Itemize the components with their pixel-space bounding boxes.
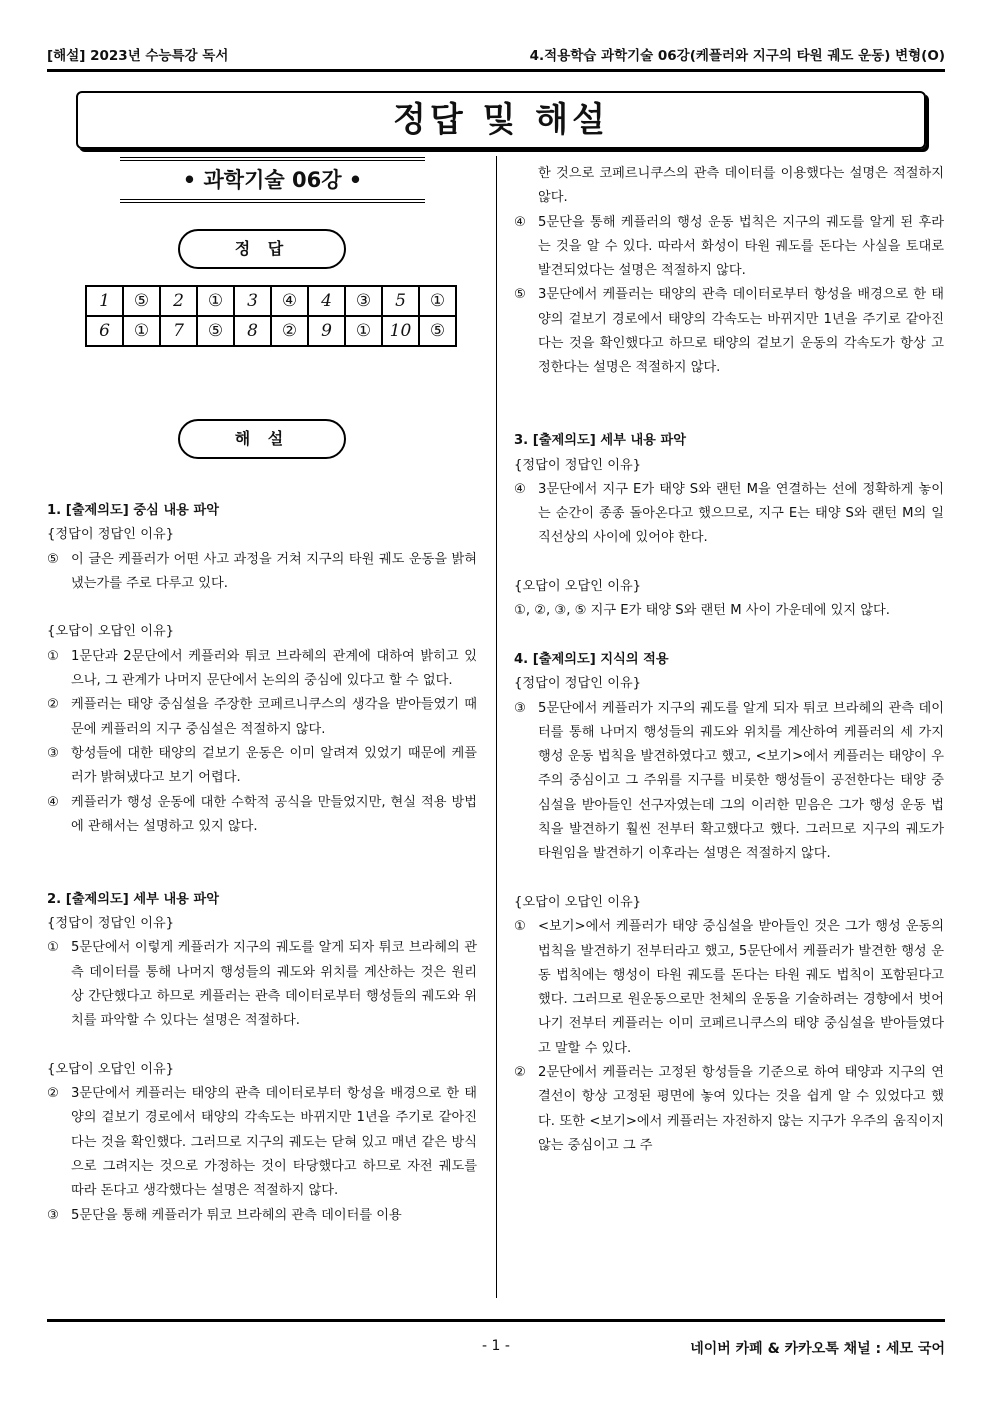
explanation-text: 3문단에서 케플러는 태양의 관측 데이터로부터 항성을 배경으로 한 태양의 겉보기 경로에서 태양의 각속도는 바뀌지만 1년을 주기로 같아진다는 것을 확인했다고 하므로 태양의 겉보기 운동의 각속도가 항상 고정한다는 설명은 적절하지 않다.: [538, 287, 944, 376]
explanation-text: 5문단에서 이렇게 케플러가 지구의 궤도를 알게 되자 튀코 브라헤의 관측 데이터를 통해 나머지 행성들의 궤도와 위치를 계산하는 것은 원리상 간단했다고 하므로 케플러는 관측 데이터로부터 행성들의 궤도와 위치를 파악할 수 있다는 설명은 적절하다.: [71, 940, 477, 1029]
choice-marker: ②: [47, 1086, 59, 1102]
choice-marker: ③: [47, 1207, 59, 1223]
answer-row: [86, 286, 456, 316]
explanation-text: ①, ②, ③, ⑤ 지구 E가 태양 S와 랜턴 M 사이 가운데에 있지 않다.: [514, 603, 890, 619]
choice-marker: ①: [47, 648, 59, 664]
explanation-item: [514, 915, 944, 1061]
choice-marker: ①: [514, 919, 526, 935]
spacer: [514, 867, 944, 891]
choice-marker: ②: [514, 1064, 526, 1080]
answer-choice: ⑤: [419, 316, 456, 346]
header-divider: [47, 69, 945, 72]
question-heading: 1. [출제의도] 중심 내용 파악: [47, 503, 219, 518]
spacer: [47, 596, 477, 620]
reason-label: {정답이 정답인 이유}: [514, 676, 642, 692]
explanation-text: 이 글은 케플러가 어떤 사고 과정을 거쳐 지구의 타원 궤도 운동을 밝혀냈는가를 주로 다루고 있다.: [71, 551, 477, 591]
continued-text: 한 것으로 코페르니쿠스의 관측 데이터를 이용했다는 설명은 적절하지 않다.: [538, 166, 944, 206]
spacer: [514, 405, 944, 429]
explanation-item: [47, 1082, 477, 1203]
question-number: 9: [308, 316, 345, 346]
question-heading: 3. [출제의도] 세부 내용 파악: [514, 433, 686, 449]
page-title: 정답 및 해설: [76, 91, 926, 149]
choice-marker: ④: [514, 214, 526, 230]
page-header: [47, 44, 945, 66]
footer-channel: 네이버 카페 & 카카오톡 채널 : 세모 국어: [690, 1341, 945, 1357]
spacer: [514, 624, 944, 648]
explanation-text: 3문단에서 지구 E가 태양 S와 랜턴 M을 연결하는 선에 정확하게 놓이는 순간이 종종 돌아온다고 했으므로, 지구 E는 태양 S와 랜턴 M의 일직선상의 사이에 있어야 한다.: [538, 481, 944, 546]
question-number: 6: [86, 316, 123, 346]
answer-choice: ⑤: [123, 286, 160, 316]
spacer: [47, 1034, 477, 1058]
choice-marker: ④: [514, 481, 526, 497]
explanation-text: 항성들에 대한 태양의 겉보기 운동은 이미 알려져 있었기 때문에 케플러가 밝혀냈다고 보기 어렵다.: [71, 745, 477, 786]
right-column: [514, 162, 944, 1158]
unit-title: • 과학기술 06강 •: [120, 160, 425, 200]
left-explanations: [47, 499, 477, 1228]
question-number: 10: [382, 316, 419, 346]
answer-table: [85, 285, 457, 347]
question-number: 1: [86, 286, 123, 316]
choice-marker: ④: [47, 794, 59, 810]
explanation-item: [47, 693, 477, 742]
reason-label: {정답이 정답인 이유}: [47, 527, 175, 543]
reason-label: {오답이 오답인 이유}: [514, 894, 642, 910]
explanation-label: 해 설: [178, 419, 346, 459]
spacer: [47, 839, 477, 863]
explanation-text: 케플러는 태양 중심설을 주장한 코페르니쿠스의 생각을 받아들였기 때문에 케플러의 지구 중심설은 적절하지 않다.: [71, 697, 477, 737]
explanation-item: [514, 283, 944, 380]
reason-label: {정답이 정답인 이유}: [47, 916, 175, 932]
right-explanations: [514, 162, 944, 1158]
header-right: 4.적용학습 과학기술 06강(케플러와 지구의 타원 궤도 운동) 변형(O): [529, 48, 945, 64]
question-heading: 4. [출제의도] 지식의 적용: [514, 651, 669, 667]
explanation-text: 5문단에서 케플러가 지구의 궤도를 알게 되자 튀코 브라헤의 관측 데이터를 통해 나머지 행성들의 궤도와 위치를 계산하여 케플러의 세 가지 행성 운동 법칙을 발견하였다고 했고, <보기>에서 케플러는 태양이 우주의 중심이고 그 주위를 지구를 비롯한 행성들이 공전한다는 태양 중심설을 받아들인 선구자였는데 그의 이러한 믿음은 그가 행성 운동 법칙을 발견하기 훨씬 전부터 확고했다고 했다. 그러므로 지구의 궤도가 타원임을 발견하기 이후라는 설명은 적절하지 않다.: [538, 700, 944, 862]
explanation-item: [47, 645, 477, 694]
reason-label: {오답이 오답인 이유}: [47, 624, 175, 640]
explanation-item: [514, 697, 944, 867]
choice-marker: ⑤: [47, 551, 59, 567]
spacer: [514, 381, 944, 405]
explanation-text: 5문단을 통해 케플러가 튀코 브라헤의 관측 데이터를 이용: [71, 1207, 402, 1223]
explanation-text: 2문단에서 케플러는 고정된 항성들을 기준으로 하여 태양과 지구의 연결선이 항상 고정된 평면에 놓여 있다는 것을 쉽게 알 수 있었다고 했다. 또한 <보기>에서 케플러는 자전하지 않는 지구가 우주의 움직이지 않는 중심이고 그 주: [538, 1064, 944, 1153]
answer-label: 정 답: [178, 229, 346, 269]
explanation-item: [47, 791, 477, 840]
question-number: 5: [382, 286, 419, 316]
explanation-text: 케플러가 행성 운동에 대한 수학적 공식을 만들었지만, 현실 적용 방법에 관해서는 설명하고 있지 않다.: [71, 794, 477, 834]
left-column: [47, 157, 477, 1228]
choice-marker: ⑤: [514, 287, 526, 303]
question-number: 3: [234, 286, 271, 316]
explanation-item: [47, 742, 477, 791]
explanation-text: 3문단에서 케플러는 태양의 관측 데이터로부터 항성을 배경으로 한 태양의 겉보기 경로에서 태양의 각속도는 바뀌지만 1년을 주기로 같아진다는 것을 확인했다. 그러므로 지구의 궤도는 닫혀 있고 매년 같은 방식으로 그려지는 것으로 가정하는 것이 타당했다고 하므로 자전 궤도를 따라 돈다고 생각했다는 설명은 적절하지 않다.: [71, 1086, 477, 1199]
answer-choice: ③: [345, 286, 382, 316]
answer-row: [86, 316, 456, 346]
footer-divider: [47, 1319, 945, 1322]
choice-marker: ③: [47, 745, 59, 761]
explanation-item: [47, 1204, 477, 1228]
explanation-text: 1문단과 2문단에서 케플러와 튀코 브라헤의 관계에 대하여 밝히고 있으나, 그 관계가 나머지 문단에서 논의의 중심에 있다고 할 수 없다.: [71, 648, 477, 689]
header-left: [해설] 2023년 수능특강 독서: [47, 48, 229, 64]
explanation-item: [514, 211, 944, 284]
unit-title-frame: [120, 157, 425, 203]
explanation-item: [514, 478, 944, 551]
answer-choice: ①: [123, 316, 160, 346]
answer-choice: ①: [419, 286, 456, 316]
column-divider: [496, 156, 497, 1298]
explanation-text: 5문단을 통해 케플러의 행성 운동 법칙은 지구의 궤도를 알게 된 후라는 것을 알 수 있다. 따라서 화성이 타원 궤도를 돈다는 사실을 토대로 발견되었다는 설명은 적절하지 않다.: [538, 214, 944, 279]
answer-choice: ⑤: [197, 316, 234, 346]
choice-marker: ①: [47, 940, 59, 956]
choice-marker: ②: [47, 697, 59, 713]
question-number: 4: [308, 286, 345, 316]
spacer: [514, 551, 944, 575]
question-number: 8: [234, 316, 271, 346]
explanation-text: <보기>에서 케플러가 태양 중심설을 받아들인 것은 그가 행성 운동의 법칙을 발견하기 전부터라고 했고, 5문단에서 케플러가 발견한 행성 운동 법칙에는 행성이 타원 궤도를 돈다는 타원 궤도 법칙이 포함된다고 했다. 그러므로 원운동으로만 천체의 운동을 기술하려는 경향에서 벗어나기 전부터 케플러는 이미 코페르니쿠스의 태양 중심설을 받아들였다고 말할 수 있다.: [538, 919, 944, 1056]
reason-label: {정답이 정답인 이유}: [514, 457, 642, 473]
answer-choice: ①: [345, 316, 382, 346]
answer-choice: ①: [197, 286, 234, 316]
question-number: 2: [160, 286, 197, 316]
question-heading: 2. [출제의도] 세부 내용 파악: [47, 891, 219, 907]
choice-marker: ③: [514, 700, 526, 716]
answer-choice: ②: [271, 316, 308, 346]
explanation-item: [47, 548, 477, 597]
question-number: 7: [160, 316, 197, 346]
reason-label: {오답이 오답인 이유}: [514, 579, 642, 595]
reason-label: {오답이 오답인 이유}: [47, 1061, 175, 1077]
explanation-item: [514, 599, 944, 623]
explanation-item: [514, 1061, 944, 1158]
page-number: - 1 -: [482, 1338, 510, 1354]
spacer: [47, 863, 477, 887]
answer-choice: ④: [271, 286, 308, 316]
explanation-item: [47, 936, 477, 1033]
